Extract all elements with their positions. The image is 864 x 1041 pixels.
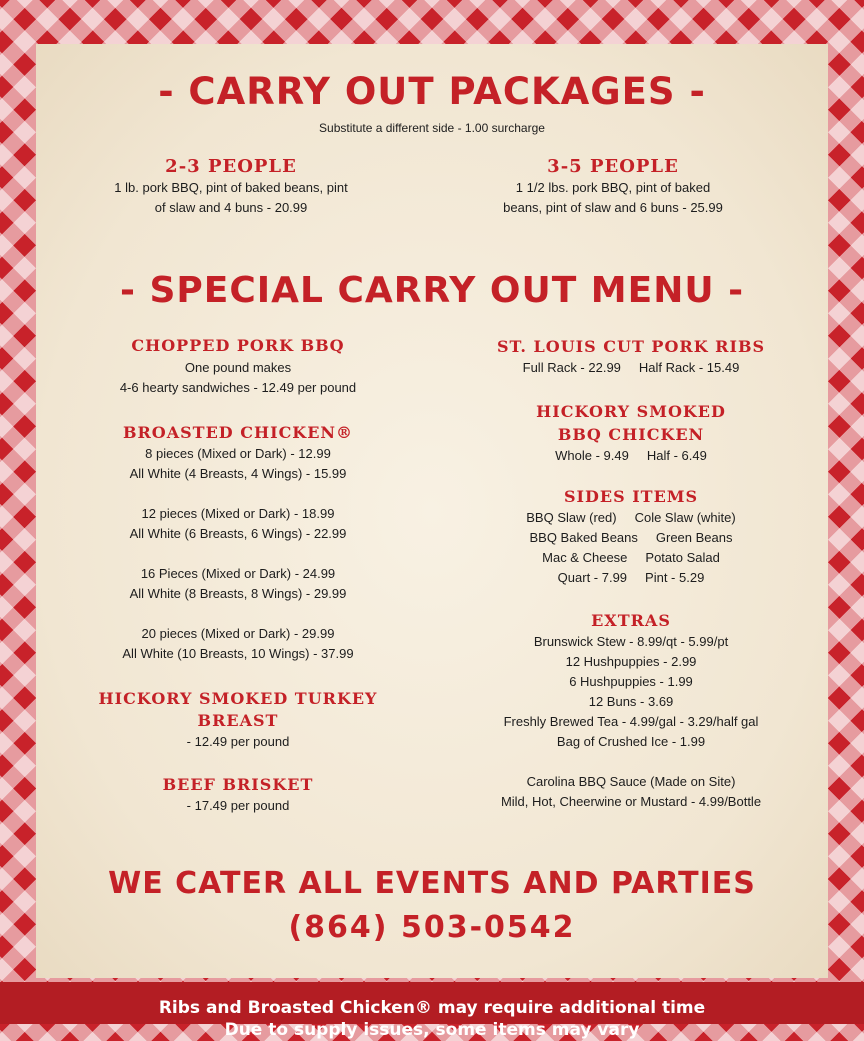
package-name: 3-5 PEOPLE (547, 156, 679, 177)
section-title: SIDES ITEMS (563, 487, 699, 506)
package-substitution-note: Substitute a different side - 1.00 surcharge (319, 121, 545, 135)
menu-line: All White (4 Breasts, 4 Wings) - 15.99 (129, 466, 347, 481)
chicken-option (58, 564, 418, 604)
section-title: BROASTED CHICKEN® (122, 423, 354, 442)
footer-notice (0, 982, 864, 1040)
phone-number: (864) 503-0542 (288, 910, 576, 945)
side-item: Cole Slaw (white) (634, 510, 736, 525)
side-item: BBQ Baked Beans (529, 530, 638, 545)
sides-row (446, 548, 816, 568)
extra-item: 6 Hushpuppies - 1.99 (569, 674, 693, 689)
sides-row (446, 528, 816, 548)
carry-out-packages-title: - CARRY OUT PACKAGES - (158, 70, 706, 113)
broasted-chicken-section (58, 422, 418, 664)
sides-row (446, 568, 816, 588)
footer-line: Due to supply issues, some items may vary (224, 1020, 640, 1040)
smoked-turkey-section (58, 688, 418, 752)
menu-line: All White (10 Breasts, 10 Wings) - 37.99 (122, 646, 354, 661)
side-size-price: Quart - 7.99 (557, 570, 628, 585)
menu-line: 20 pieces (Mixed or Dark) - 29.99 (141, 626, 335, 641)
extra-item: Brunswick Stew - 8.99/qt - 5.99/pt (533, 634, 729, 649)
section-title: CHOPPED PORK BBQ (131, 336, 345, 355)
section-title: ST. LOUIS CUT PORK RIBS (496, 337, 766, 356)
menu-line: 8 pieces (Mixed or Dark) - 12.99 (145, 446, 331, 461)
catering-banner: WE CATER ALL EVENTS AND PARTIES (108, 866, 756, 901)
menu-line (446, 358, 816, 378)
menu-line (446, 446, 816, 466)
section-title: BREAST (197, 711, 279, 730)
menu-line: 16 Pieces (Mixed or Dark) - 24.99 (140, 566, 336, 581)
section-title: BBQ CHICKEN (557, 425, 705, 444)
bbq-sauce-line: Mild, Hot, Cheerwine or Mustard - 4.99/Bottle (500, 794, 762, 809)
menu-line: All White (6 Breasts, 6 Wings) - 22.99 (129, 526, 347, 541)
menu-line: - 17.49 per pound (186, 798, 290, 813)
pork-ribs-section (446, 336, 816, 378)
left-column (58, 334, 418, 816)
side-item: Potato Salad (645, 550, 720, 565)
side-item: BBQ Slaw (red) (526, 510, 617, 525)
menu-line: 4-6 hearty sandwiches - 12.49 per pound (119, 380, 357, 395)
package-3-5 (468, 156, 758, 218)
chicken-option (58, 504, 418, 544)
section-title: BEEF BRISKET (162, 775, 314, 794)
extras-section (446, 610, 816, 812)
half-price: Half - 6.49 (646, 448, 707, 463)
extra-item: Bag of Crushed Ice - 1.99 (556, 734, 706, 749)
smoked-chicken-section (446, 400, 816, 466)
package-2-3 (96, 156, 366, 218)
chicken-option (58, 624, 418, 664)
menu-line: - 12.49 per pound (186, 734, 290, 749)
side-item: Mac & Cheese (542, 550, 628, 565)
sides-section (446, 486, 816, 588)
package-desc-line: of slaw and 4 buns - 20.99 (154, 200, 308, 215)
full-rack-price: Full Rack - 22.99 (522, 360, 621, 375)
package-desc-line: beans, pint of slaw and 6 buns - 25.99 (503, 200, 723, 215)
side-item: Green Beans (655, 530, 733, 545)
menu-line: 12 pieces (Mixed or Dark) - 18.99 (141, 506, 335, 521)
right-column (446, 336, 816, 812)
footer-line: Ribs and Broasted Chicken® may require additional time (158, 998, 706, 1018)
section-title: EXTRAS (591, 611, 671, 630)
bbq-sauce-line: Carolina BBQ Sauce (Made on Site) (526, 774, 736, 789)
half-rack-price: Half Rack - 15.49 (638, 360, 740, 375)
menu-line: One pound makes (184, 360, 292, 375)
section-title: HICKORY SMOKED TURKEY (98, 689, 378, 708)
special-menu-title: - SPECIAL CARRY OUT MENU - (119, 270, 745, 311)
extra-item: 12 Buns - 3.69 (588, 694, 674, 709)
package-name: 2-3 PEOPLE (165, 156, 297, 177)
sides-row (446, 508, 816, 528)
extra-item: 12 Hushpuppies - 2.99 (565, 654, 697, 669)
section-title: HICKORY SMOKED (536, 402, 726, 421)
extra-item: Freshly Brewed Tea - 4.99/gal - 3.29/half gal (503, 714, 759, 729)
chopped-pork-section (58, 334, 418, 398)
package-desc-line: 1 lb. pork BBQ, pint of baked beans, pint (114, 180, 348, 195)
package-desc-line: 1 1/2 lbs. pork BBQ, pint of baked (515, 180, 711, 195)
menu-line: All White (8 Breasts, 8 Wings) - 29.99 (129, 586, 347, 601)
chicken-option (58, 444, 418, 484)
menu-panel (36, 44, 828, 978)
beef-brisket-section (58, 774, 418, 816)
side-size-price: Pint - 5.29 (645, 570, 705, 585)
whole-price: Whole - 9.49 (555, 448, 629, 463)
